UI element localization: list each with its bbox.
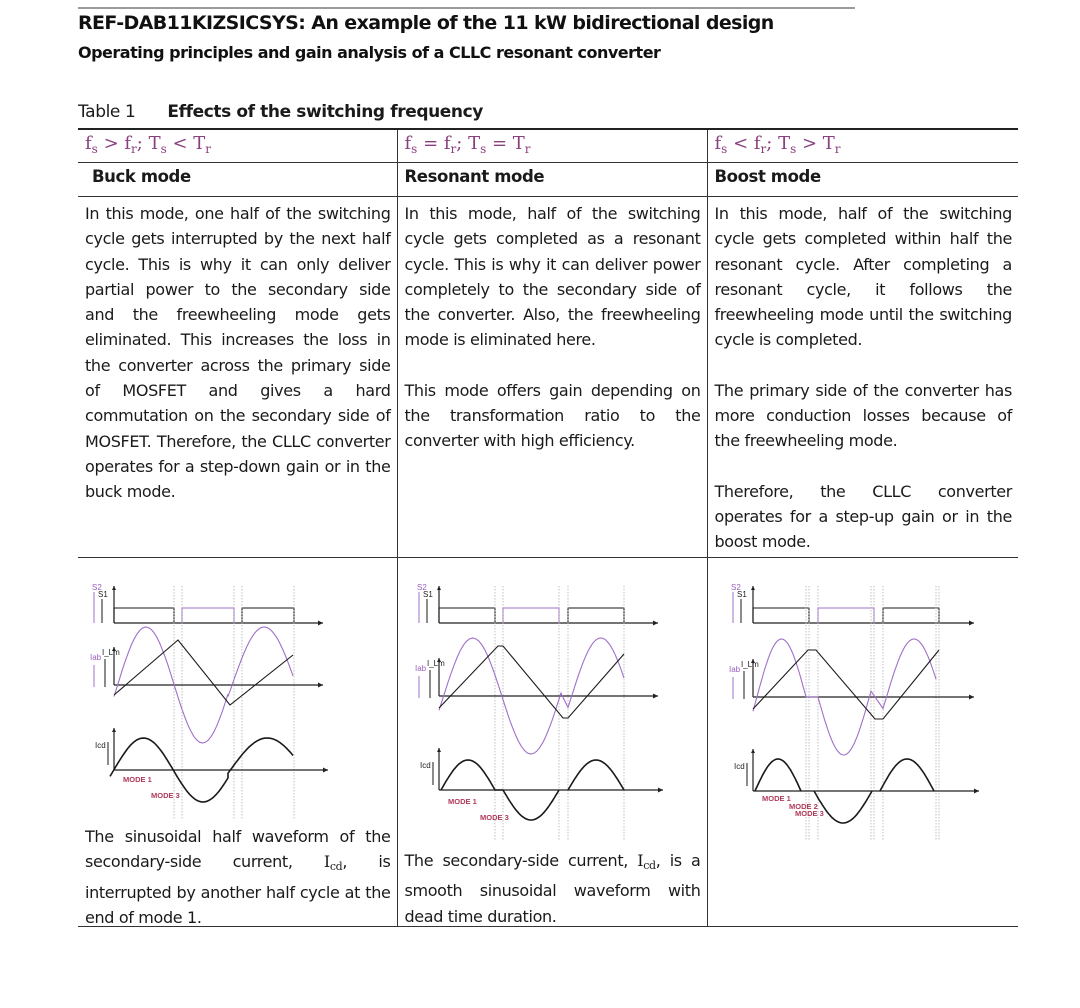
s1-pulse: [114, 608, 174, 623]
icd-label: Icd: [95, 741, 106, 750]
current-variable: $I_{cd}$: [637, 851, 656, 872]
waveform-caption-buck: The sinusoidal half waveform of the secondary-side current, $I_{cd}$, is interrupted by another half cycle at the end of mode 1.: [85, 827, 391, 927]
mode-header-resonant: Resonant mode: [397, 163, 707, 197]
s1-label: S1: [98, 590, 108, 599]
waveform-cell-buck: [78, 558, 397, 927]
icd-label: Icd: [733, 762, 745, 771]
description-paragraph: In this mode, half of the switching cycle gets completed within half the resonant cycle. After completing a resonant cycle, it follows the freewheeling mode until the switching cycle is completed.: [714, 204, 1012, 350]
s2-label: S2: [730, 583, 741, 592]
mode-label: MODE 1: [447, 797, 477, 806]
ilm-label: I_Lm: [102, 648, 120, 657]
iab-label: Iab: [90, 653, 102, 662]
mode-label: MODE 1: [123, 775, 152, 784]
frequency-condition-row: [78, 129, 1018, 163]
description-buck: [78, 197, 397, 558]
condition-formula: $f_s > f_r$; $T_s < T_r$: [85, 133, 212, 156]
waveform-row: [78, 558, 1018, 927]
mode-label: MODE 3: [151, 791, 180, 800]
description-row: [78, 197, 1018, 558]
switching-frequency-table: [78, 128, 1018, 927]
s2-pulse: [503, 608, 559, 623]
description-paragraph: In this mode, half of the switching cycle gets completed as a resonant cycle. This is why it can deliver power completely to the secondary side of the converter. Also, the freewheeling mode is eliminated here.: [404, 204, 701, 350]
s1-label: S1: [422, 590, 433, 599]
description-paragraph: Therefore, the CLLC converter operates for a step-up gain or in the boost mode.: [714, 481, 1012, 552]
top-rule: [78, 7, 855, 9]
table-caption: [78, 102, 483, 122]
iab-label: Iab: [728, 665, 740, 674]
description-paragraph: The primary side of the converter has more conduction losses because of the freewheeling mode.: [714, 380, 1012, 451]
waveform-diagram-boost: [708, 558, 1019, 926]
mode-label: MODE 3: [479, 813, 509, 822]
mode-header-boost: Boost mode: [707, 163, 1018, 197]
description-boost: [707, 197, 1018, 558]
table-number: Table 1: [78, 102, 136, 122]
description-paragraph: This mode offers gain depending on the transformation ratio to the converter with high efficiency.: [404, 380, 701, 451]
condition-cell-boost: [707, 129, 1018, 163]
mode-label: MODE 1: [761, 794, 791, 803]
document-subtitle: Operating principles and gain analysis of a CLLC resonant converter: [78, 43, 661, 62]
mode-label: MODE 2: [788, 802, 818, 811]
document-title: REF-DAB11KIZSICSYS: An example of the 11 kW bidirectional design: [78, 12, 774, 34]
s2-pulse: [182, 608, 234, 623]
mode-header-buck: Buck mode: [78, 163, 397, 197]
iab-label: Iab: [414, 664, 426, 673]
condition-formula: $f_s < f_r$; $T_s > T_r$: [714, 133, 841, 156]
table-title: Effects of the switching frequency: [167, 102, 483, 122]
icd-label: Icd: [419, 761, 431, 770]
s1-pulse: [883, 608, 939, 623]
condition-formula: $f_s = f_r$; $T_s = T_r$: [404, 133, 531, 156]
current-variable: $I_{cd}$: [323, 852, 343, 874]
ilm-waveform: [439, 646, 624, 718]
condition-cell-resonant: [397, 129, 707, 163]
s1-pulse: [753, 608, 809, 623]
s2-pulse: [818, 608, 874, 623]
waveform-cell-resonant: [397, 558, 707, 927]
description-resonant: [397, 197, 707, 558]
description-paragraph: In this mode, one half of the switching cycle gets interrupted by the next half cycle. This is why it can only deliver partial power to the secondary side and the freewheeling mode gets eliminated. This increases the loss in the converter across the primary side of MOSFET and gives a hard commutation on the secondary side of MOSFET. Therefore, the CLLC converter operates for a step-down gain or in the buck mode.: [85, 204, 391, 502]
s1-label: S1: [736, 590, 747, 599]
s1-pulse: [439, 608, 495, 623]
ilm-waveform: [114, 640, 293, 705]
waveform-caption-resonant: The secondary-side current, $I_{cd}$, is a smooth sinusoidal waveform with dead time duration.: [404, 851, 701, 926]
s2-label: S2: [416, 583, 427, 592]
s1-pulse: [242, 608, 294, 623]
s2-label: S2: [92, 583, 102, 592]
waveform-cell-boost: [707, 558, 1018, 927]
mode-header-row: [78, 163, 1018, 197]
mode-label: MODE 3: [794, 809, 824, 818]
ilm-waveform: [753, 650, 939, 719]
s1-pulse: [568, 608, 624, 623]
ilm-label: I_Lm: [740, 660, 759, 669]
ilm-label: I_Lm: [426, 659, 445, 668]
condition-cell-buck: [78, 129, 397, 163]
